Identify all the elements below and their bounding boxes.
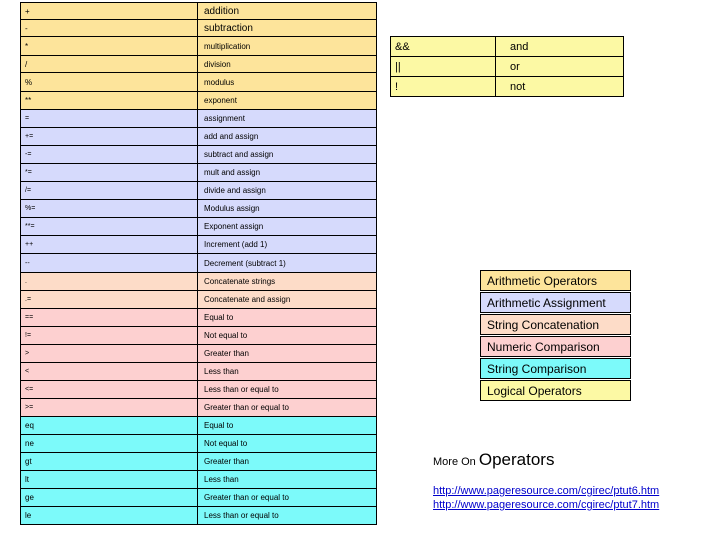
operator-row (21, 273, 377, 291)
operator-row (21, 453, 377, 471)
logical-operator-row (391, 37, 624, 57)
more-on-topic: Operators (478, 450, 555, 469)
operator-symbol: /= (21, 182, 198, 200)
operator-symbol: >= (21, 399, 198, 417)
operator-description: Greater than (198, 453, 377, 471)
operator-description: Equal to (198, 417, 377, 435)
operator-row (21, 20, 377, 37)
operator-symbol: ge (21, 489, 198, 507)
logical-operator-row (391, 57, 624, 77)
operator-symbol: lt (21, 471, 198, 489)
operator-description: Modulus assign (198, 200, 377, 218)
operator-row (21, 3, 377, 20)
operator-row (21, 73, 377, 92)
operator-description: Less than (198, 471, 377, 489)
operator-symbol: .= (21, 291, 198, 309)
color-legend (480, 270, 631, 402)
operator-symbol: ++ (21, 236, 198, 254)
operator-symbol: == (21, 309, 198, 327)
operator-symbol: > (21, 345, 198, 363)
operator-description: Not equal to (198, 327, 377, 345)
operator-description: exponent (198, 92, 377, 110)
link-ptut6[interactable]: http://www.pageresource.com/cgirec/ptut6.htm (433, 485, 660, 497)
operator-symbol: le (21, 507, 198, 525)
operator-symbol: / (21, 56, 198, 73)
operator-description: Greater than or equal to (198, 399, 377, 417)
operator-symbol: <= (21, 381, 198, 399)
legend-item: Arithmetic Assignment (480, 292, 631, 313)
operator-symbol: -= (21, 146, 198, 164)
operator-description: Less than (198, 363, 377, 381)
operator-row (21, 345, 377, 363)
operator-row (21, 37, 377, 56)
operator-symbol: * (21, 37, 198, 56)
operator-row (21, 291, 377, 309)
operator-description: Less than or equal to (198, 507, 377, 525)
operator-row (21, 164, 377, 182)
legend-item: Logical Operators (480, 380, 631, 401)
link-ptut7[interactable]: http://www.pageresource.com/cgirec/ptut7.htm (433, 499, 660, 511)
operator-row (21, 200, 377, 218)
operator-description: addition (198, 3, 377, 20)
operator-description: division (198, 56, 377, 73)
operator-row (21, 435, 377, 453)
operator-description: Decrement (subtract 1) (198, 254, 377, 273)
operator-description: Greater than or equal to (198, 489, 377, 507)
operator-row (21, 399, 377, 417)
operator-symbol: ne (21, 435, 198, 453)
operator-row (21, 489, 377, 507)
logical-operator-symbol: || (391, 57, 496, 77)
operator-symbol: != (21, 327, 198, 345)
operator-row (21, 218, 377, 236)
operator-symbol: -- (21, 254, 198, 273)
logical-operator-description: and (496, 37, 624, 57)
legend-item: Arithmetic Operators (480, 270, 631, 291)
operator-symbol: gt (21, 453, 198, 471)
operator-description: Less than or equal to (198, 381, 377, 399)
reference-links (433, 484, 659, 512)
operator-description: Increment (add 1) (198, 236, 377, 254)
operator-symbol: += (21, 128, 198, 146)
operator-symbol: eq (21, 417, 198, 435)
operator-description: divide and assign (198, 182, 377, 200)
legend-item: String Comparison (480, 358, 631, 379)
operator-description: Concatenate and assign (198, 291, 377, 309)
operator-description: assignment (198, 110, 377, 128)
operator-symbol: %= (21, 200, 198, 218)
operator-row (21, 236, 377, 254)
logical-operators-table (390, 36, 624, 97)
operators-table (20, 2, 377, 525)
operator-row (21, 56, 377, 73)
legend-item: Numeric Comparison (480, 336, 631, 357)
logical-operator-symbol: ! (391, 77, 496, 97)
operator-symbol: < (21, 363, 198, 381)
operator-description: Equal to (198, 309, 377, 327)
operator-description: subtract and assign (198, 146, 377, 164)
operator-symbol: *= (21, 164, 198, 182)
operator-row (21, 471, 377, 489)
operator-description: Exponent assign (198, 218, 377, 236)
operator-description: add and assign (198, 128, 377, 146)
operator-description: modulus (198, 73, 377, 92)
operator-description: Not equal to (198, 435, 377, 453)
operator-row (21, 146, 377, 164)
more-on-prefix: More On (433, 456, 476, 468)
operator-row (21, 309, 377, 327)
operator-row (21, 254, 377, 273)
logical-operator-symbol: && (391, 37, 496, 57)
operator-row (21, 128, 377, 146)
operator-row (21, 110, 377, 128)
operator-symbol: % (21, 73, 198, 92)
logical-operator-description: not (496, 77, 624, 97)
operator-row (21, 182, 377, 200)
operator-row (21, 417, 377, 435)
more-on-heading (433, 450, 554, 470)
operator-description: Concatenate strings (198, 273, 377, 291)
operator-symbol: ** (21, 92, 198, 110)
operator-row (21, 92, 377, 110)
operator-description: mult and assign (198, 164, 377, 182)
operator-symbol: **= (21, 218, 198, 236)
operator-row (21, 327, 377, 345)
operator-row (21, 507, 377, 525)
operator-symbol: . (21, 273, 198, 291)
operator-description: Greater than (198, 345, 377, 363)
operator-row (21, 381, 377, 399)
operator-symbol: + (21, 3, 198, 20)
operator-description: multiplication (198, 37, 377, 56)
operator-row (21, 363, 377, 381)
legend-item: String Concatenation (480, 314, 631, 335)
operator-symbol: - (21, 20, 198, 37)
logical-operator-description: or (496, 57, 624, 77)
operator-description: subtraction (198, 20, 377, 37)
operator-symbol: = (21, 110, 198, 128)
logical-operator-row (391, 77, 624, 97)
